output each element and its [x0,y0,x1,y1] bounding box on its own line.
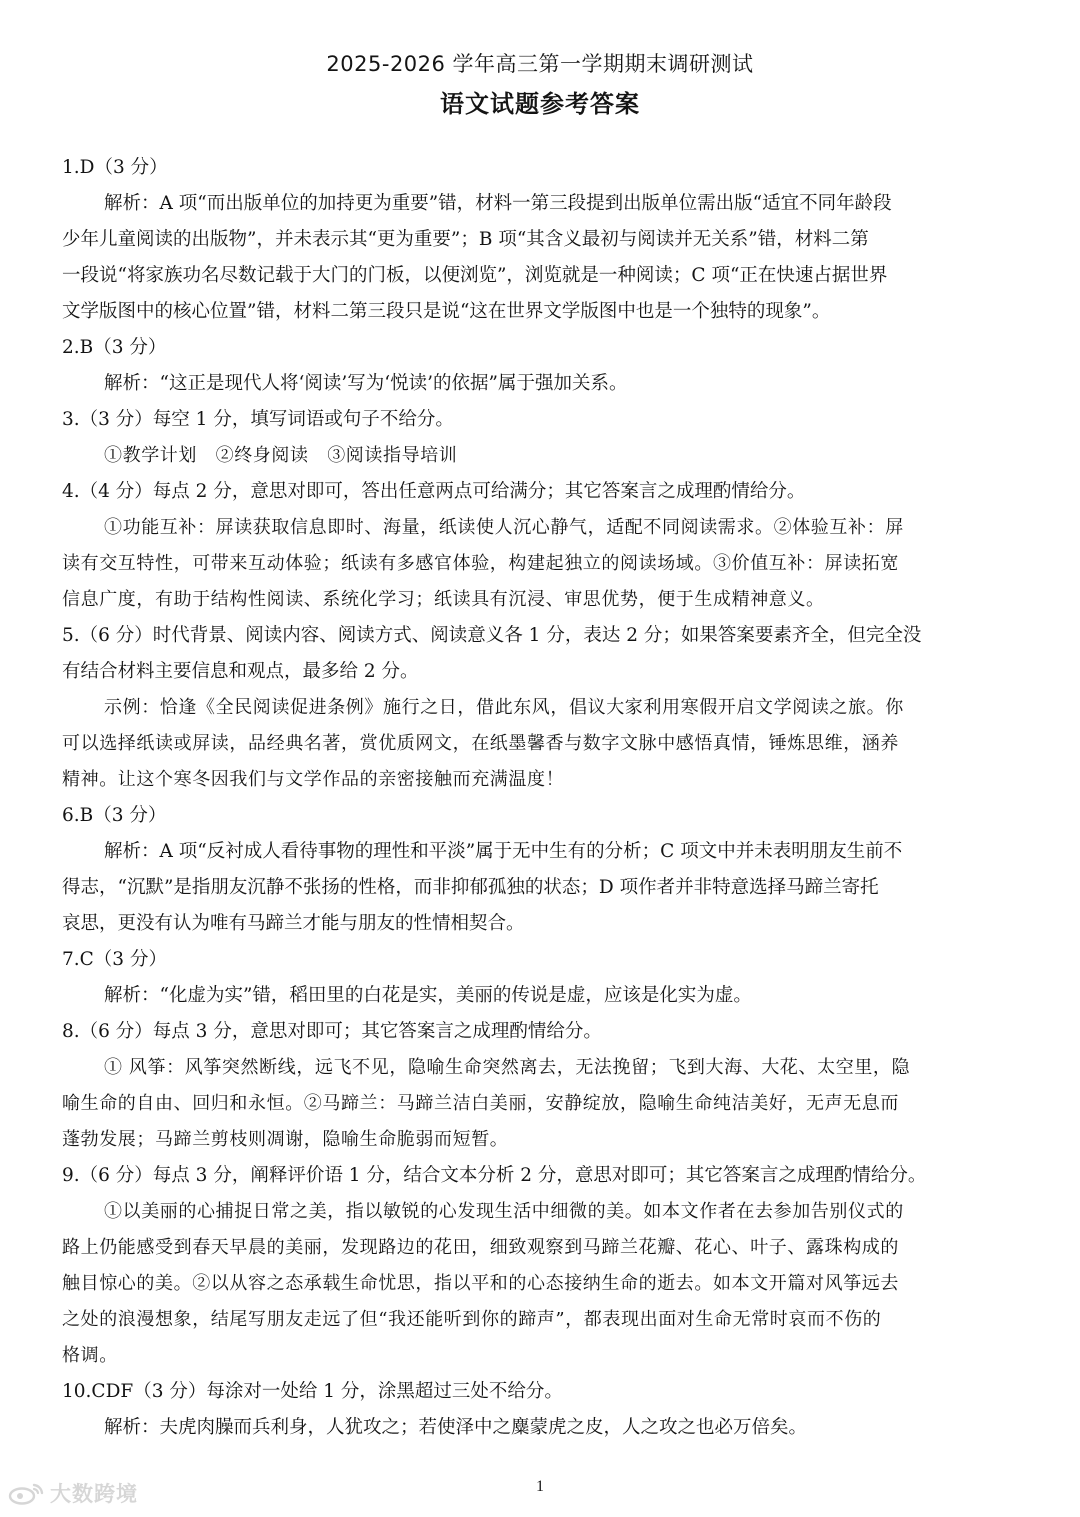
text-line: 格调。 [62,1345,118,1366]
text-line: 少年儿童阅读的出版物”，并未表示其“更为重要”；B 项“其含义最初与阅读并无关系”错，材料二第 [62,229,869,250]
watermark-text: 大数跨境 [50,1482,138,1506]
text-line: 解析：夫虎肉臊而兵利身，人犹攻之；若使泽中之麋蒙虎之皮，人之攻之也必万倍矣。 [104,1417,808,1438]
text-line: 7.C（3 分） [62,949,167,970]
text-line: 路上仍能感受到春天早晨的美丽，发现路边的花田，细致观察到马蹄兰花瓣、花心、叶子、露珠构成的 [62,1237,899,1258]
text-line: 精神。让这个寒冬因我们与文学作品的亲密接触而充满温度！ [62,769,565,790]
text-line: 喻生命的自由、回归和永恒。②马蹄兰：马蹄兰洁白美丽，安静绽放，隐喻生命纯洁美好，无声无息而 [62,1093,899,1114]
text-line: 解析：“化虚为实”错，稻田里的白花是实，美丽的传说是虚，应该是化实为虚。 [104,985,752,1006]
exam-title: 2025-2026 学年高三第一学期期末调研测试 [326,52,754,76]
text-line: 示例：恰逢《全民阅读促进条例》施行之日，借此东风，倡议大家利用寒假开启文学阅读之旅。你 [104,697,904,718]
text-line: 触目惊心的美。②以从容之态承载生命忧思，指以平和的心态接纳生命的逝去。如本文开篇对风筝远去 [62,1273,899,1294]
text-line: 信息广度，有助于结构性阅读、系统化学习；纸读具有沉浸、审思优势，便于生成精神意义。 [62,589,825,610]
text-line: 蓬勃发展；马蹄兰剪枝则凋谢，隐喻生命脆弱而短暂。 [62,1129,509,1150]
text-line: 之处的浪漫想象，结尾写朋友走远了但“我还能听到你的蹄声”，都表现出面对生命无常时哀而不伤的 [62,1309,882,1330]
text-line: 6.B（3 分） [62,805,167,826]
text-line: 3.（3 分）每空 1 分，填写词语或句子不给分。 [62,409,454,430]
document-title: 语文试题参考答案 [440,90,640,118]
text-line: 一段说“将家族功名尽数记载于大门的门板，以便浏览”，浏览就是一种阅读；C 项“正在快速占据世界 [62,265,888,286]
text-line: 得志，“沉默”是指朋友沉静不张扬的性格，而非抑郁孤独的状态；D 项作者并非特意选择马蹄兰寄托 [62,877,879,898]
text-line: 解析：A 项“而出版单位的加持更为重要”错，材料一第三段提到出版单位需出版“适宜不同年龄段 [104,193,892,214]
text-line: 解析：A 项“反衬成人看待事物的理性和平淡”属于无中生有的分析；C 项文中并未表明朋友生前不 [104,841,903,862]
text-line: 文学版图中的核心位置”错，材料二第三段只是说“这在世界文学版图中也是一个独特的现象”。 [62,301,831,322]
text-line: ①以美丽的心捕捉日常之美，指以敏锐的心发现生活中细微的美。如本文作者在去参加告别仪式的 [104,1201,904,1222]
text-line: 可以选择纸读或屏读，品经典名著，赏优质网文，在纸墨馨香与数字文脉中感悟真情，锤炼思维，涵养 [62,733,899,754]
text-line: ①教学计划 ②终身阅读 ③阅读指导培训 [104,445,458,466]
text-line: 1.D（3 分） [62,157,168,178]
text-line: 读有交互特性，可带来互动体验；纸读有多感官体验，构建起独立的阅读场域。③价值互补：屏读拓宽 [62,553,899,574]
text-line: 4.（4 分）每点 2 分，意思对即可，答出任意两点可给满分；其它答案言之成理酌情给分。 [62,481,806,502]
text-line: 9.（6 分）每点 3 分，阐释评价语 1 分，结合文本分析 2 分，意思对即可；其它答案言之成理酌情给分。 [62,1165,927,1186]
text-line: 8.（6 分）每点 3 分，意思对即可；其它答案言之成理酌情给分。 [62,1021,602,1042]
text-line: 10.CDF（3 分）每涂对一处给 1 分，涂黑超过三处不给分。 [62,1381,563,1402]
text-line: 哀思，更没有认为唯有马蹄兰才能与朋友的性情相契合。 [62,913,525,934]
text-line: ① 风筝：风筝突然断线，远飞不见，隐喻生命突然离去，无法挽留；飞到大海、大花、太空里，隐 [104,1057,911,1078]
text-line: 2.B（3 分） [62,337,167,358]
text-line: 5.（6 分）时代背景、阅读内容、阅读方式、阅读意义各 1 分，表达 2 分；如果答案要素齐全，但完全没 [62,625,922,646]
page-number: 1 [536,1478,544,1495]
answer-content [62,150,1022,1446]
text-line: 有结合材料主要信息和观点，最多给 2 分。 [62,661,419,682]
text-line: ①功能互补：屏读获取信息即时、海量，纸读使人沉心静气，适配不同阅读需求。②体验互补：屏 [104,517,904,538]
text-line: 解析：“这正是现代人将‘阅读’写为‘悦读’的依据”属于强加关系。 [104,373,628,394]
